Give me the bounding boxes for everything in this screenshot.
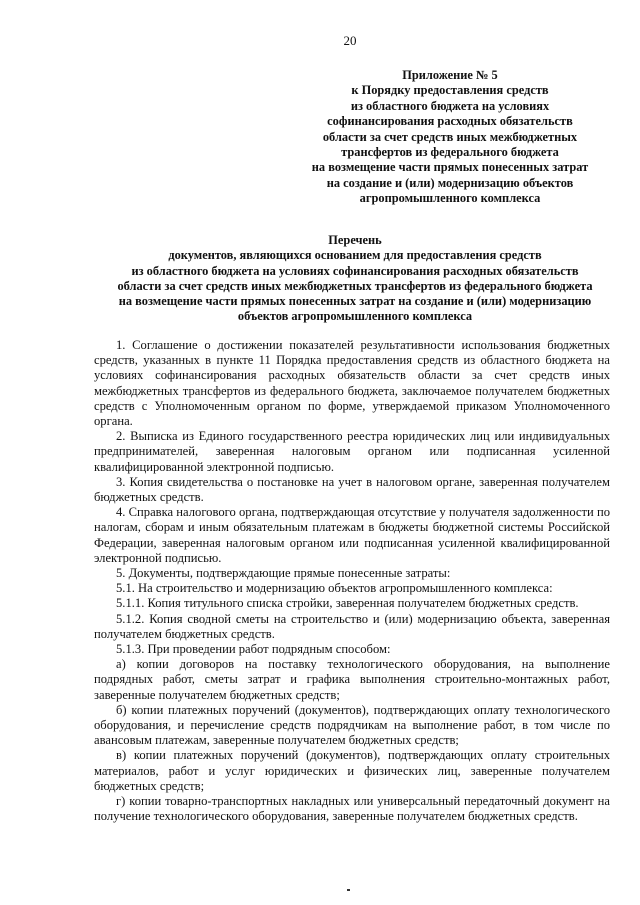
appendix-header	[295, 68, 605, 207]
list-title	[85, 233, 625, 325]
list-title-line: из областного бюджета на условиях софинансирования расходных обязательств	[131, 263, 579, 278]
document-body	[94, 338, 610, 825]
list-item: 5.1.3. При проведении работ подрядным способом:	[116, 642, 391, 657]
list-item: б) копии платежных поручений (документов), подтверждающих оплату технологического оборудования, и перечисление средств подрядчикам на выполнение работ, в том числе по авансовым платежам, заверенные получателем бюджетных средств;	[94, 702, 610, 748]
list-item: 5.1. На строительство и модернизацию объектов агропромышленного комплекса:	[116, 581, 553, 596]
list-heading: Перечень	[328, 233, 382, 247]
appendix-line: трансфертов из федерального бюджета	[341, 145, 559, 160]
appendix-line: софинансирования расходных обязательств	[327, 114, 573, 129]
appendix-title: Приложение № 5	[402, 68, 498, 82]
list-item: 2. Выписка из Единого государственного реестра юридических лиц или индивидуальных предпринимателей, заверенная налоговым органом или подписанная усиленной квалифицированной электронной подписью.	[94, 429, 610, 474]
list-title-line: области за счет средств иных межбюджетных трансфертов из федерального бюджета	[117, 278, 593, 293]
list-title-line: на возмещение части прямых понесенных затрат на создание и (или) модернизацию	[118, 294, 592, 309]
appendix-line: на возмещение части прямых понесенных затрат	[311, 160, 589, 175]
list-item: 3. Копия свидетельства о постановке на учет в налоговом органе, заверенная получателем бюджетных средств.	[94, 474, 610, 505]
appendix-line: области за счет средств иных межбюджетных	[322, 129, 578, 144]
appendix-line: к Порядку предоставления средств	[351, 83, 549, 98]
list-title-line: объектов агропромышленного комплекса	[237, 309, 473, 324]
list-item: г) копии товарно-транспортных накладных или универсальный передаточный документ на получение технологического оборудования, заверенные получателем бюджетных средств.	[94, 794, 610, 824]
list-item: 5. Документы, подтверждающие прямые понесенные затраты:	[116, 566, 451, 581]
list-item: 1. Соглашение о достижении показателей результативности использования бюджетных средств, указанных в пункте 11 Порядка предоставления средств из областного бюджета на условиях софинансирования расходных обязательств области за счет средств иных межбюджетных трансфертов из федерального бюджета, заключаемое получателем бюджетных средств с Уполномоченным органом по форме, утверждаемой приказом Уполномоченного органа.	[94, 338, 610, 429]
list-item: а) копии договоров на поставку технологического оборудования, на выполнение подрядных работ, сметы затрат и графика выполнения строительно-монтажных работ, заверенные получателем бюджетных средств;	[94, 657, 610, 702]
list-item: 5.1.1. Копия титульного списка стройки, заверенная получателем бюджетных средств.	[116, 596, 579, 611]
list-title-line: документов, являющихся основанием для предоставления средств	[168, 248, 542, 263]
list-item: в) копии платежных поручений (документов), подтверждающих оплату строительных материалов, работ и услуг юридических и физических лиц, заверенные получателем бюджетных средств;	[94, 748, 610, 793]
list-item: 4. Справка налогового органа, подтверждающая отсутствие у получателя задолженности по налогам, сборам и иным обязательным платежам в бюджеты бюджетной системы Российской Федерации, заверенная налоговым органом или подписанная усиленной квалифицированной электронной подписью.	[94, 505, 610, 565]
page-number: 20	[343, 33, 357, 48]
scan-mark	[347, 889, 350, 891]
appendix-line: из областного бюджета на условиях	[350, 98, 550, 113]
list-item: 5.1.2. Копия сводной сметы на строительство и (или) модернизацию объекта, заверенная получателем бюджетных средств.	[94, 611, 610, 641]
appendix-line: агропромышленного комплекса	[359, 191, 541, 206]
appendix-line: на создание и (или) модернизацию объектов	[326, 175, 574, 190]
